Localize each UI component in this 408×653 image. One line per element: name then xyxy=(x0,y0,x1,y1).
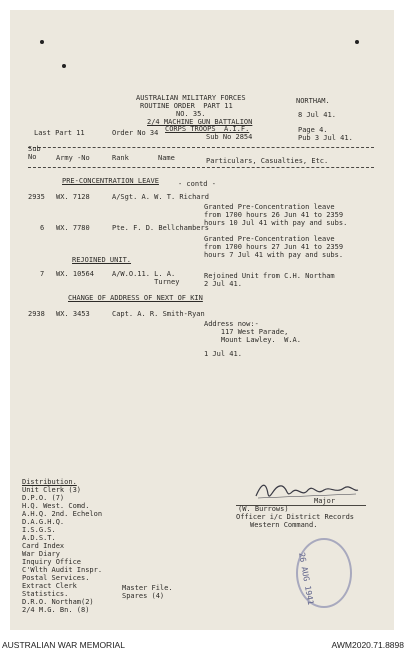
entry-particulars: Granted Pre-Concentration leave from 1700 hours 26 Jun 41 to 2359 hours 10 Jul 41 with pay and subs. xyxy=(204,203,348,227)
entry-army-no: WX. 7128 xyxy=(56,193,90,201)
footer-accession: AWM2020.71.8898 xyxy=(331,640,404,650)
entry-sub-no: 7 xyxy=(40,270,45,278)
entry-army-no: WX. 3453 xyxy=(56,310,90,318)
list-item: A.H.Q. 2nd. Echelon xyxy=(22,510,103,518)
binder-hole xyxy=(62,64,66,68)
location: NORTHAM. xyxy=(296,97,330,105)
signature-name: (W. Burrows) xyxy=(238,505,289,513)
list-item: D.A.G.H.Q. xyxy=(22,518,65,526)
signature-command: Western Command. xyxy=(250,521,318,529)
list-item: D.P.O. (7) xyxy=(22,494,65,502)
entry-army-no: WX. 7780 xyxy=(56,224,90,232)
effective-date: 1 Jul 41. xyxy=(204,350,242,358)
col-sub-no: Sub No xyxy=(28,145,41,161)
list-item: D.R.O. Northam(2) xyxy=(22,598,94,606)
footer xyxy=(0,637,408,653)
master-file: Master File. xyxy=(122,584,173,592)
list-item: Postal Services. xyxy=(22,574,90,582)
entry-army-no: WX. 10564 xyxy=(56,270,94,278)
spares: Spares (4) xyxy=(122,592,165,600)
entry-sub-no: 2935 xyxy=(28,193,45,201)
page-number: Page 4. xyxy=(298,126,328,134)
entry-particulars: Granted Pre-Concentration leave from 1700 hours 27 Jun 41 to 2359 hours 7 Jul 41 with pay and subs. xyxy=(204,235,344,259)
list-item: C'Wlth Audit Inspr. xyxy=(22,566,103,574)
col-particulars: Particulars, Casualties, Etc. xyxy=(206,157,329,165)
header-rule xyxy=(28,147,374,148)
entry-particulars: Rejoined Unit from C.H. Northam 2 Jul 41. xyxy=(204,272,335,288)
col-name: Name xyxy=(158,154,175,162)
list-item: 2/4 M.G. Bn. (8) xyxy=(22,606,90,614)
last-order-no: Order No 34 xyxy=(112,129,159,137)
entry-rank-name: A/Sgt. A. W. T. Richard xyxy=(112,193,209,201)
col-army-no: Army -No xyxy=(56,154,90,162)
signature-rank: Major xyxy=(314,497,336,505)
list-item: Inquiry Office xyxy=(22,558,82,566)
entry-rank-name: Capt. A. R. Smith-Ryan xyxy=(112,310,205,318)
stamp-date: 26 AUG 1941 xyxy=(297,551,316,606)
columns-rule xyxy=(28,167,374,168)
signature-role: Officer i/c District Records xyxy=(236,513,355,521)
distribution-title: Distribution. xyxy=(22,478,77,486)
list-item: Unit Clerk (3) xyxy=(22,486,82,494)
binder-hole xyxy=(40,40,44,44)
corps-name: CORPS TROOPS A.I.F. xyxy=(165,125,250,133)
order-date: 8 Jul 41. xyxy=(298,111,336,119)
col-rank: Rank xyxy=(112,154,129,162)
org-heading: AUSTRALIAN MILITARY FORCES xyxy=(136,94,246,102)
section-heading-suffix: - contd - xyxy=(178,180,216,188)
last-sub-no: Sub No 2854 xyxy=(206,133,253,141)
entry-sub-no: 6 xyxy=(40,224,45,232)
section-heading: CHANGE OF ADDRESS OF NEXT OF KIN xyxy=(68,294,203,302)
list-item: Card Index xyxy=(22,542,65,550)
signature-scribble xyxy=(252,478,362,504)
unit-name: 2/4 MACHINE GUN BATTALION xyxy=(147,118,253,126)
section-heading: REJOINED UNIT. xyxy=(72,256,132,264)
routine-order: ROUTINE ORDER PART 11 xyxy=(140,102,233,110)
list-item: Extract Clerk xyxy=(22,582,77,590)
list-item: H.Q. West. Comd. xyxy=(22,502,90,510)
last-pub: Pub 3 Jul 41. xyxy=(298,134,353,142)
list-item: War Diary xyxy=(22,550,60,558)
list-item: I.S.G.S. xyxy=(22,526,56,534)
entry-rank-name: A/W.O.11. L. A. Turney xyxy=(112,270,180,286)
section-heading: PRE-CONCENTRATION LEAVE xyxy=(62,177,159,185)
list-item: Statistics. xyxy=(22,590,69,598)
last-part: Last Part 11 xyxy=(34,129,85,137)
entry-particulars: Address now:- 117 West Parade, Mount Lawley. W.A. xyxy=(204,320,301,344)
entry-rank-name: Pte. F. D. Bellchambers xyxy=(112,224,209,232)
footer-source: AUSTRALIAN WAR MEMORIAL xyxy=(2,640,125,650)
order-number: NO. 35. xyxy=(176,110,206,118)
list-item: A.D.S.T. xyxy=(22,534,56,542)
entry-sub-no: 2938 xyxy=(28,310,45,318)
binder-hole xyxy=(355,40,359,44)
